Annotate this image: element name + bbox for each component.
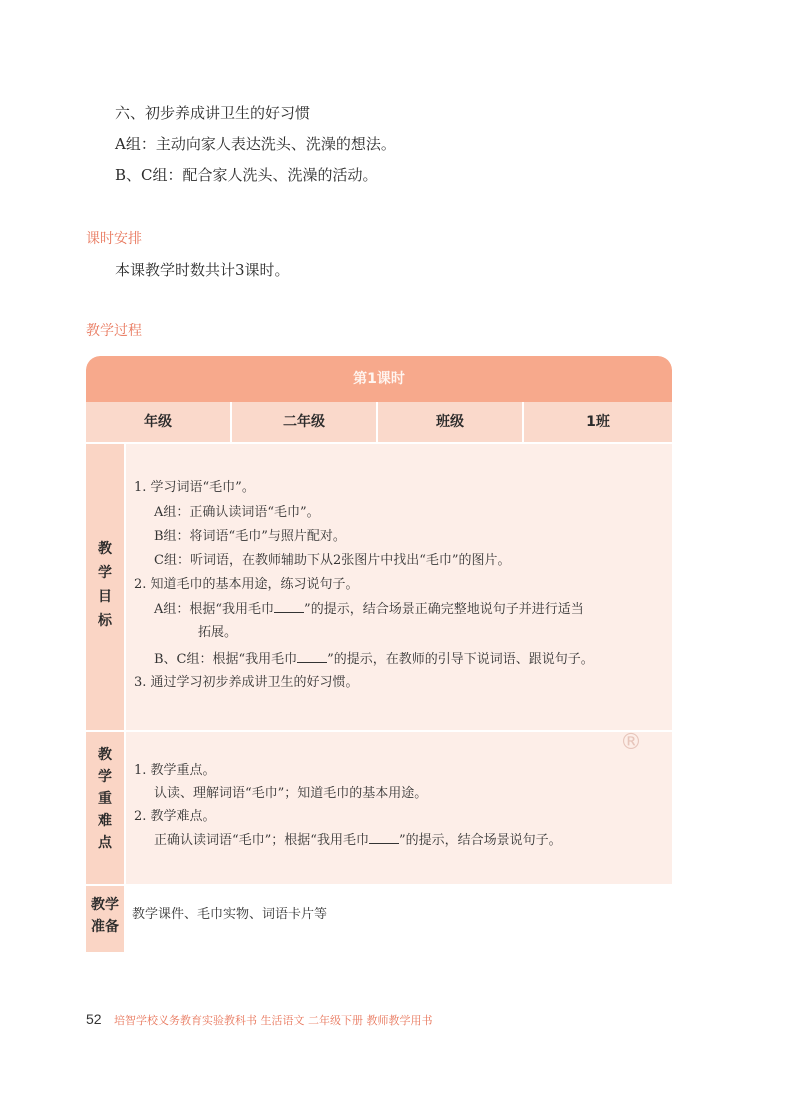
intro-line-2: A组：主动向家人表达洗头、洗澡的想法。: [115, 135, 396, 153]
goals-line: B组：将词语“毛巾”与照片配对。: [154, 529, 346, 544]
goals-label-char: 教: [98, 541, 112, 557]
goals-line-part: B、C组：根据“我用毛巾: [154, 652, 298, 667]
key-content-cell: [126, 732, 672, 884]
goals-line-part: ”的提示，结合场景正确完整地说句子并进行适当: [304, 602, 584, 617]
key-line-part: ”的提示，结合场景说句子。: [398, 833, 562, 848]
goals-label-char: 目: [98, 589, 112, 605]
prep-text: 教学课件、毛巾实物、词语卡片等: [132, 907, 328, 922]
watermark-registered-mark: ®: [620, 730, 642, 755]
prep-label-line: 教学: [91, 897, 119, 913]
intro-line-1: 六、初步养成讲卫生的好习惯: [115, 104, 311, 122]
goals-label-char: 标: [98, 613, 112, 629]
footer-book-title: 培智学校义务教育实验教科书 生活语文 二年级下册 教师教学用书: [114, 1014, 433, 1027]
goals-label-cell: [86, 444, 124, 730]
goals-line-with-blank: [154, 650, 594, 669]
intro-line-3: B、C组：配合家人洗头、洗澡的活动。: [115, 166, 378, 184]
lesson-title: 第1课时: [86, 356, 672, 402]
header-class-label: 班级: [378, 402, 524, 442]
fill-blank: [297, 650, 327, 663]
key-line: 2. 教学难点。: [134, 809, 216, 824]
header-class-value: 1班: [586, 414, 610, 430]
goals-line: 1. 学习词语“毛巾”。: [134, 480, 255, 495]
key-line-with-blank: [154, 831, 562, 850]
schedule-text: 本课教学时数共计3课时。: [115, 261, 290, 279]
fill-blank: [369, 831, 399, 844]
goals-content-cell: [126, 444, 672, 730]
goals-line: A组：正确认读词语“毛巾”。: [154, 505, 320, 520]
key-label-char: 重: [98, 791, 112, 807]
goals-line: 2. 知道毛巾的基本用途，练习说句子。: [134, 577, 359, 592]
lesson-table: [86, 356, 672, 952]
goals-line: C组：听词语，在教师辅助下从2张图片中找出“毛巾”的图片。: [154, 553, 511, 568]
key-label-char: 教: [98, 747, 112, 763]
goals-line: 3. 通过学习初步养成讲卫生的好习惯。: [134, 675, 359, 690]
key-label-char: 难: [98, 813, 112, 829]
key-label-cell: [86, 732, 124, 884]
process-heading: 教学过程: [86, 323, 142, 339]
prep-content-cell: [126, 886, 672, 952]
goals-label-char: 学: [98, 565, 112, 581]
goals-line: 拓展。: [198, 625, 238, 640]
prep-label-line: 准备: [91, 919, 119, 935]
header-grade-value: 二年级: [232, 402, 378, 442]
schedule-heading: 课时安排: [86, 231, 142, 247]
goals-line-with-blank: [154, 600, 584, 619]
prep-label-cell: [86, 886, 124, 952]
fill-blank: [274, 600, 304, 613]
goals-line-part: ”的提示，在教师的引导下说词语、跟说句子。: [327, 652, 594, 667]
header-grade-label: 年级: [86, 402, 232, 442]
key-label-char: 点: [98, 835, 112, 851]
key-line: 1. 教学重点。: [134, 763, 216, 778]
page-number: 52: [86, 1011, 102, 1027]
key-line: 认读、理解词语“毛巾”；知道毛巾的基本用途。: [154, 786, 428, 801]
goals-line-part: A组：根据“我用毛巾: [154, 602, 275, 617]
table-header-row: [86, 402, 672, 442]
key-line-part: 正确认读词语“毛巾”；根据“我用毛巾: [154, 833, 369, 848]
key-label-char: 学: [98, 769, 112, 785]
